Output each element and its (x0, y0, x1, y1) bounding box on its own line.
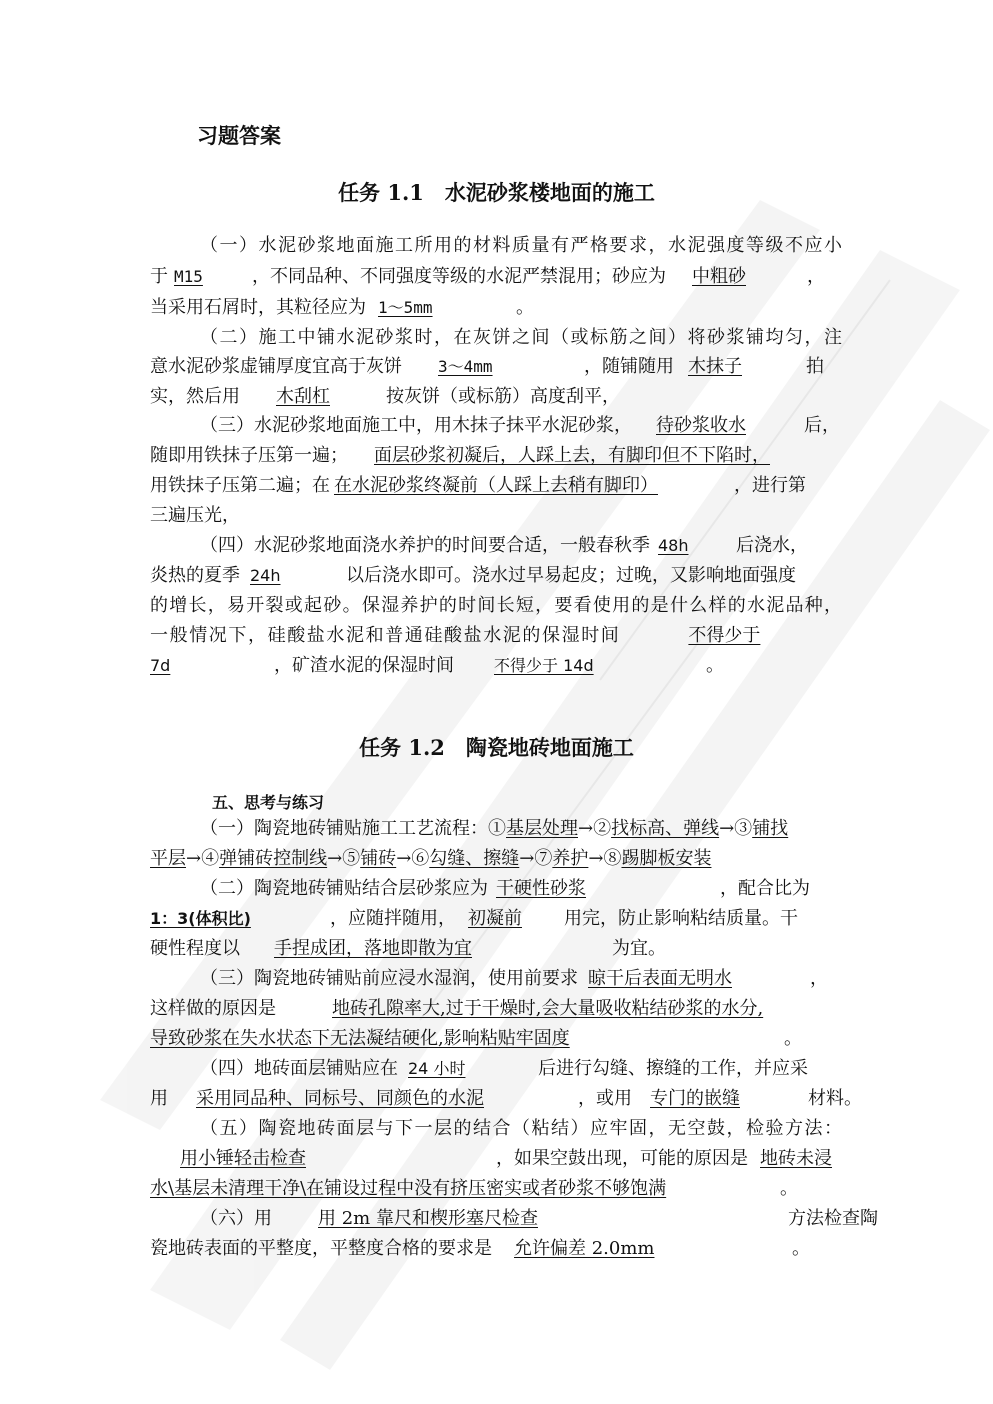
answer-blank: 导致砂浆在失水状态下无法凝结硬化,影响粘贴牢固度 (150, 1028, 570, 1049)
answer-blank: 木刮杠 (276, 386, 330, 407)
p3-line-4: 三遍压光， (150, 505, 240, 526)
answer-blank: 在水泥砂浆终凝前（人踩上去稍有脚印） (334, 475, 658, 496)
answer-blank: 不得少于 (688, 625, 761, 646)
answer-blank: 1：3(体积比) (150, 909, 251, 928)
answer-blank: 24h (250, 566, 281, 585)
answer-blank: 待砂浆收水 (656, 415, 746, 436)
task-1-2-title: 任务 1.2 陶瓷地砖地面施工 (359, 735, 634, 760)
answer-blank: 手捏成团，落地即散为宜 (274, 938, 472, 959)
p1-line-3: 当采用石屑时，其粒径应为 1～5mm 。 (150, 293, 842, 323)
answer-blank: 3～4mm (438, 357, 493, 376)
q1-line-2: 平层→④弹铺砖控制线→⑤铺砖→⑥勾缝、擦缝→⑦养护→⑧踢脚板安装 (150, 848, 712, 869)
answer-blank: 1～5mm (378, 298, 433, 317)
p1-line-1: （一）水泥砂浆地面施工所用的材料质量有严格要求，水泥强度等级不应小 (200, 235, 842, 256)
q3-line-3: 导致砂浆在失水状态下无法凝结硬化,影响粘贴牢固度 。 (150, 1024, 842, 1054)
answer-blank: 48h (658, 536, 689, 555)
q2-line-2: 1：3(体积比) ，应随拌随用， 初凝前 用完，防止影响粘结质量。干 (150, 904, 842, 934)
answer-blank: 24 小时 (408, 1059, 466, 1078)
p4-line-1: （四）水泥砂浆地面浇水养护的时间要合适，一般春秋季 48h 后浇水， (150, 531, 842, 561)
answer-blank: 用小锤轻击检查 (180, 1148, 306, 1169)
answer-blank: 地砖未浸 (760, 1148, 832, 1169)
answer-blank: 晾干后表面无明水 (588, 968, 732, 989)
answer-blank: 面层砂浆初凝后，人踩上去，有脚印但不下陷时， (374, 445, 770, 466)
answer-blank: 7d (150, 656, 171, 675)
answer-blank: 专门的嵌缝 (650, 1088, 740, 1109)
q4-line-2: 用 采用同品种、同标号、同颜色的水泥 ，或用 专门的嵌缝 材料。 (150, 1084, 842, 1114)
p2-line-2: 意水泥砂浆虚铺厚度宜高于灰饼 3～4mm ，随铺随用 木抹子 拍 (150, 352, 842, 382)
answer-blank: M15 (174, 267, 203, 286)
p4-line-4: 一般情况下，硅酸盐水泥和普通硅酸盐水泥的保湿时间 不得少于 (150, 621, 842, 651)
q2-line-1: （二）陶瓷地砖铺贴结合层砂浆应为 干硬性砂浆 ，配合比为 (150, 874, 842, 904)
q6-line-1: （六）用 用 2m 靠尺和楔形塞尺检查 方法检查陶 (150, 1204, 842, 1234)
answer-blank: 用 2m 靠尺和楔形塞尺检查 (318, 1208, 538, 1229)
p2-line-1: （二）施工中铺水泥砂浆时，在灰饼之间（或标筋之间）将砂浆铺均匀，注 (200, 327, 842, 348)
p3-line-3: 用铁抹子压第二遍；在 在水泥砂浆终凝前（人踩上去稍有脚印） ，进行第 (150, 471, 842, 501)
p4-line-2: 炎热的夏季 24h 以后浇水即可。浇水过早易起皮；过晚，又影响地面强度 (150, 561, 842, 591)
q5-line-1: （五）陶瓷地砖面层与下一层的结合（粘结）应牢固，无空鼓，检验方法： (200, 1118, 842, 1139)
p2-line-3: 实，然后用 木刮杠 按灰饼（或标筋）高度刮平， (150, 382, 842, 412)
q5-line-3: 水\基层未清理干净\在铺设过程中没有挤压密实或者砂浆不够饱满 。 (150, 1174, 842, 1204)
q3-line-1: （三）陶瓷地砖铺贴前应浸水湿润，使用前要求 晾干后表面无明水 ， (150, 964, 842, 994)
page-heading: 习题答案 (197, 123, 281, 148)
q6-line-2: 瓷地砖表面的平整度，平整度合格的要求是 允许偏差 2.0mm 。 (150, 1234, 842, 1264)
answer-blank: 木抹子 (688, 356, 742, 377)
q4-line-1: （四）地砖面层铺贴应在 24 小时 后进行勾缝、擦缝的工作，并应采 (150, 1054, 842, 1084)
answer-blank: 允许偏差 2.0mm (514, 1238, 655, 1259)
q2-line-3: 硬性程度以 手捏成团，落地即散为宜 为宜。 (150, 934, 842, 964)
p4-line-5: 7d ，矿渣水泥的保湿时间 不得少于 14d 。 (150, 651, 842, 681)
p3-line-2: 随即用铁抹子压第一遍； 面层砂浆初凝后，人踩上去，有脚印但不下陷时， (150, 445, 770, 466)
q1-line-1: （一）陶瓷地砖铺贴施工工艺流程：①基层处理→②找标高、弹线→③铺找 (200, 818, 789, 839)
q3-line-2: 这样做的原因是 地砖孔隙率大,过于干燥时,会大量吸收粘结砂浆的水分, (150, 998, 764, 1019)
answer-blank: 地砖孔隙率大,过于干燥时,会大量吸收粘结砂浆的水分, (332, 998, 764, 1019)
task-1-1-title: 任务 1.1 水泥砂浆楼地面的施工 (338, 180, 655, 205)
p4-line-3: 的增长，易开裂或起砂。保湿养护的时间长短，要看使用的是什么样的水泥品种， (150, 595, 842, 616)
section-heading: 五、思考与练习 (212, 793, 325, 812)
answer-blank: 不得少于 14d (494, 656, 594, 675)
answer-blank: 初凝前 (468, 908, 522, 929)
answer-blank: 中粗砂 (692, 266, 746, 287)
p3-line-1: （三）水泥砂浆地面施工中，用木抹子抹平水泥砂浆， 待砂浆收水 后， (150, 411, 842, 441)
answer-blank: 水\基层未清理干净\在铺设过程中没有挤压密实或者砂浆不够饱满 (150, 1178, 667, 1199)
p1-line-2: 于 M15 ，不同品种、不同强度等级的水泥严禁混用；砂应为 中粗砂 ， (150, 262, 842, 292)
answer-blank: 干硬性砂浆 (496, 878, 586, 899)
answer-blank: 采用同品种、同标号、同颜色的水泥 (196, 1088, 484, 1109)
q5-line-2: 用小锤轻击检查 ，如果空鼓出现，可能的原因是 地砖未浸 (150, 1144, 842, 1174)
